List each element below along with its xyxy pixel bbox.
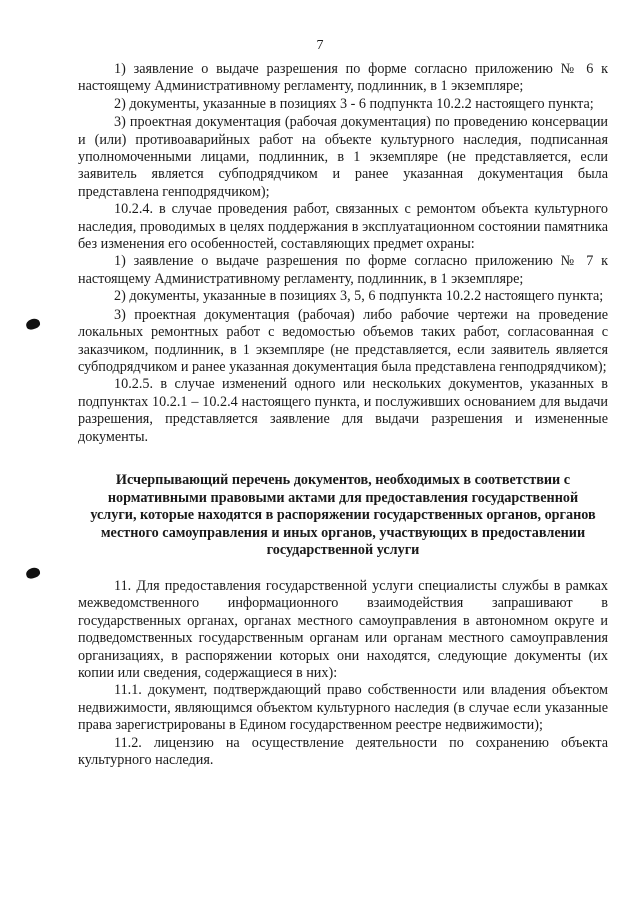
paragraph-10-2-4: 10.2.4. в случае проведения работ, связанных с ремонтом объекта культурного наследия, проводимых в целях поддержания в эксплуатационном состоянии памятника без изменения его особенностей, составляющих предмет охраны:: [78, 201, 608, 253]
paragraph-11-2: 11.2. лицензию на осуществление деятельности по сохранению объекта культурного наследия.: [78, 734, 608, 768]
section-heading: Исчерпывающий перечень документов, необходимых в соответствии с нормативными правовыми актами для предоставления государственной услуги, которые находятся в распоряжении государственных органов, органов местного самоуправления и иных органов, участвующих в предоставлении государственной услуги: [90, 471, 596, 559]
paragraph-10-2-5: 10.2.5. в случае изменений одного или нескольких документов, указанных в подпунктах 10.2.1 – 10.2.4 настоящего пункта, и послуживших основанием для выдачи разрешения, представляется заявление для выдачи разрешения и измененные документы.: [78, 376, 608, 445]
scan-margin-mark: [25, 317, 41, 331]
paragraph-item-1: 1) заявление о выдаче разрешения по форме согласно приложению № 6 к настоящему Административному регламенту, подлинник, в 1 экземпляре;: [78, 61, 608, 95]
paragraph-11-1: 11.1. документ, подтверждающий право собственности или владения объектом недвижимости, являющимся объектом культурного наследия (в случае если указанные права зарегистрированы в Едином государственном реестре недвижимости);: [78, 682, 608, 734]
scan-margin-mark: [25, 566, 41, 580]
paragraph-11: 11. Для предоставления государственной услуги специалисты службы в рамках межведомственного информационного взаимодействия запрашивают в государственных органах, органах местного самоуправления в автономном округе и подведомственных государственным органам или органам местного самоуправления организациях, в распоряжении которых они находятся, следующие документы (их копии или сведения, содержащиеся в них):: [78, 577, 608, 681]
paragraph-item-2b: 2) документы, указанные в позициях 3, 5, 6 подпункта 10.2.2 настоящего пункта;: [114, 288, 604, 305]
paragraph-item-3b: 3) проектная документация (рабочая) либо рабочие чертежи на проведение локальных ремонтных работ с ведомостью объемов таких работ, согласованная с заказчиком, подлинник, в 1 экземпляре (не представляется, если заявитель является субподрядчиком и ранее указанная документация была представлена генподрядчиком);: [78, 306, 608, 375]
document-body: [78, 61, 608, 769]
paragraph-item-3: 3) проектная документация (рабочая документация) по проведению консервации и (или) противоаварийных работ на объекте культурного наследия, подписанная уполномоченными лицами, подлинник, в 1 экземпляре (не представляется, если заявитель является субподрядчиком и ранее указанная документация была представлена генподрядчиком);: [78, 114, 608, 200]
page-number: 7: [316, 38, 324, 53]
paragraph-item-2: 2) документы, указанные в позициях 3 - 6 подпункта 10.2.2 настоящего пункта;: [114, 95, 594, 112]
paragraph-item-1b: 1) заявление о выдаче разрешения по форме согласно приложению № 7 к настоящему Административному регламенту, подлинник, в 1 экземпляре;: [78, 253, 608, 287]
